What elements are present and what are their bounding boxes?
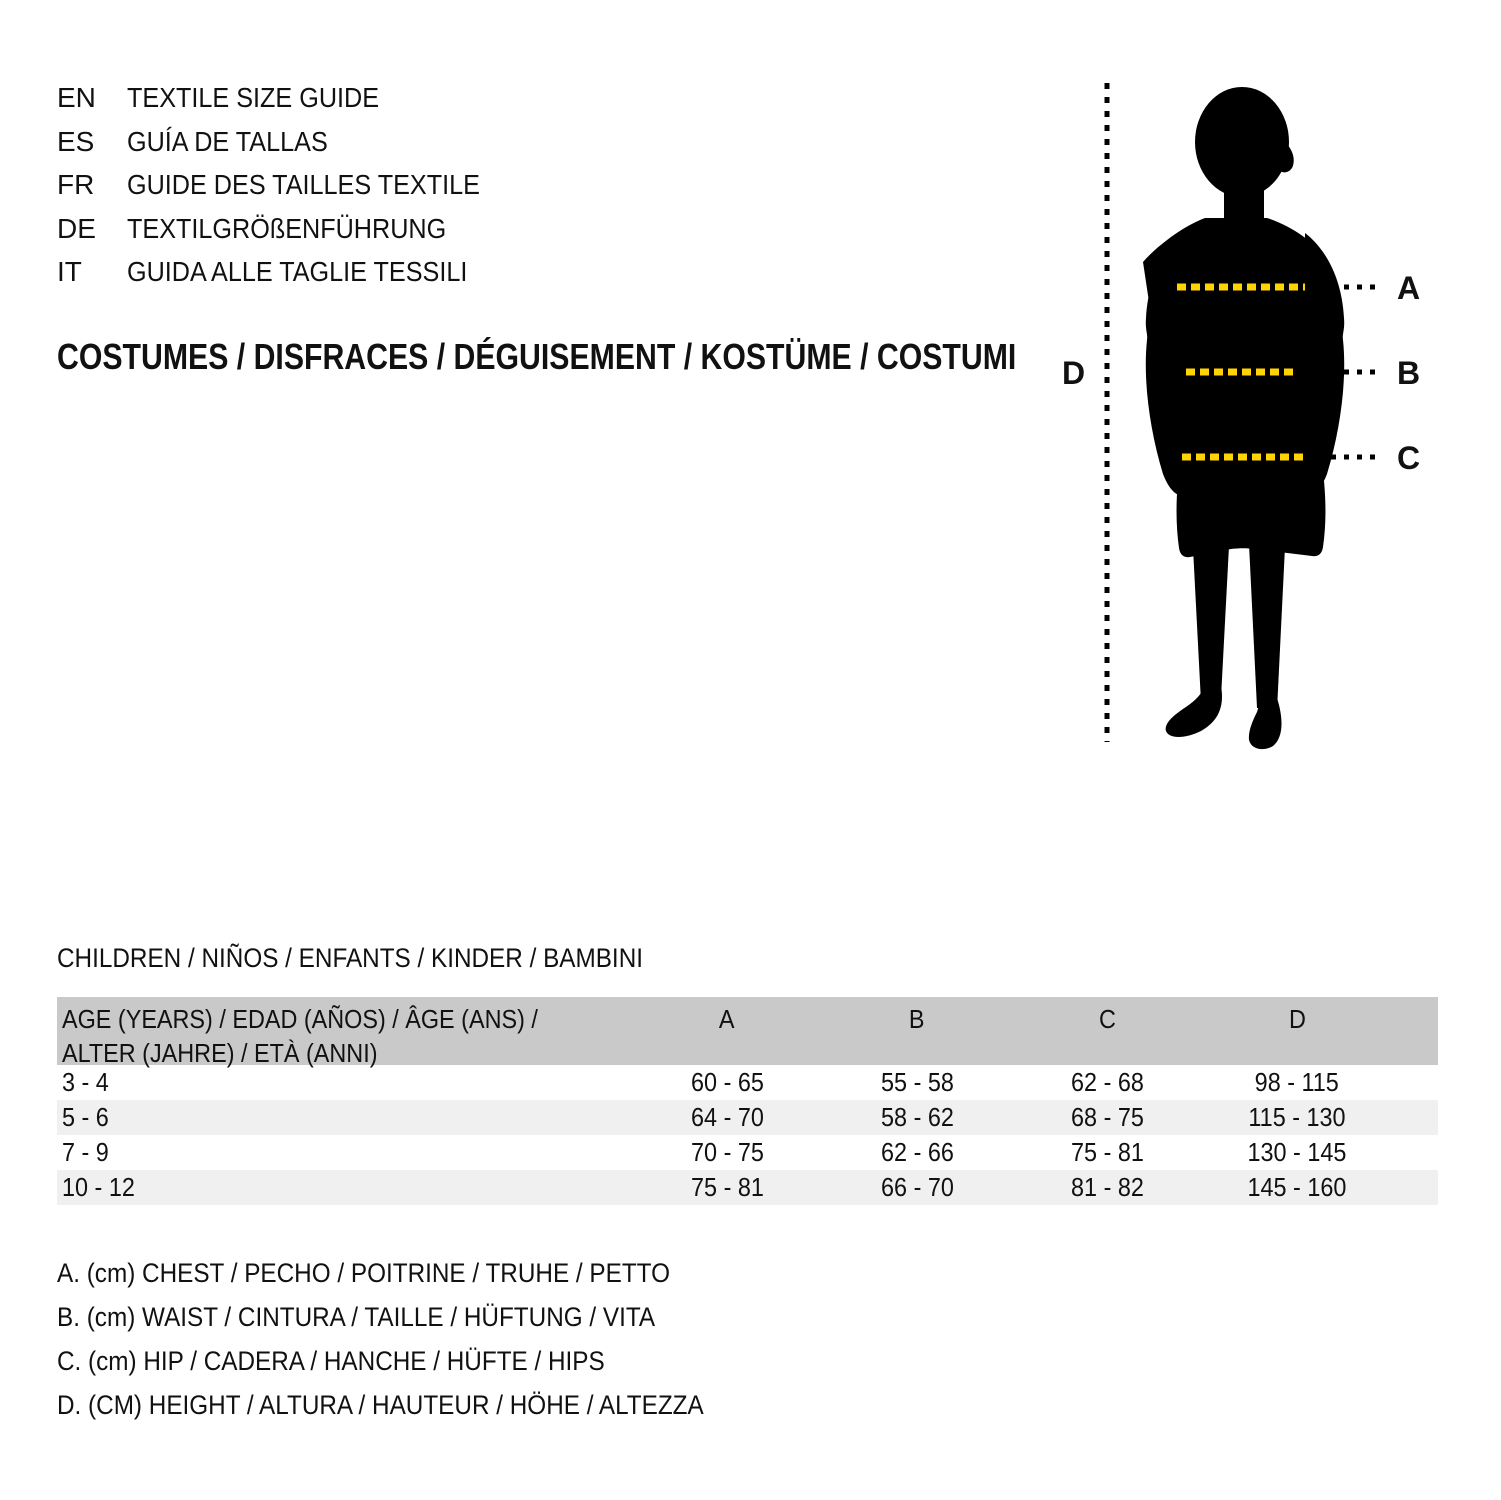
col-header-a: A	[719, 1004, 735, 1034]
age-cell: 3 - 4	[62, 1067, 109, 1097]
language-code: DE	[57, 212, 96, 244]
hip-cell: 81 - 82	[1070, 1172, 1144, 1202]
child-measurement-figure	[1055, 70, 1455, 765]
language-list	[57, 76, 519, 294]
age-header-cell: AGE (YEARS) / EDAD (AÑOS) / ÂGE (ANS) / ALTER (JAHRE) / ETÀ (ANNI)	[62, 1004, 538, 1068]
language-title: TEXTILGRÖßENFÜHRUNG	[127, 212, 447, 244]
table-row	[57, 1135, 1438, 1170]
label-waist: B	[1397, 355, 1421, 391]
measurement-legend	[57, 1251, 776, 1427]
language-title: GUIDA ALLE TAGLIE TESSILI	[127, 256, 468, 287]
height-cell: 115 - 130	[1248, 1102, 1346, 1132]
language-code: FR	[57, 169, 95, 200]
table-row	[57, 1100, 1438, 1135]
category-title: COSTUMES / DISFRACES / DÉGUISEMENT / KOSTÜME / COSTUMI	[57, 336, 1017, 377]
legend-chest: A. (cm) CHEST / PECHO / POITRINE / TRUHE / PETTO	[57, 1258, 670, 1288]
table-header-row	[57, 997, 1438, 1068]
child-silhouette	[1143, 87, 1344, 749]
language-row-de	[57, 207, 519, 251]
language-row-fr	[57, 163, 519, 207]
language-code: ES	[57, 125, 95, 157]
height-cell: 130 - 145	[1247, 1137, 1347, 1167]
language-title: TEXTILE SIZE GUIDE	[127, 82, 380, 113]
language-title: GUÍA DE TALLAS	[127, 125, 328, 157]
waist-cell: 55 - 58	[880, 1067, 954, 1097]
chest-cell: 60 - 65	[690, 1067, 764, 1097]
child-silhouette-diagram	[1055, 70, 1455, 765]
age-cell: 5 - 6	[62, 1102, 109, 1132]
label-hip: C	[1397, 440, 1421, 476]
language-row-es	[57, 120, 519, 164]
height-cell: 98 - 115	[1254, 1067, 1340, 1097]
size-table	[57, 997, 1438, 1205]
language-row-en	[57, 76, 519, 120]
waist-cell: 58 - 62	[880, 1102, 954, 1132]
hip-cell: 75 - 81	[1070, 1137, 1144, 1167]
chest-cell: 64 - 70	[690, 1102, 764, 1132]
table-row	[57, 1170, 1438, 1205]
table-row	[57, 1065, 1438, 1100]
chest-cell: 75 - 81	[690, 1172, 764, 1202]
waist-cell: 66 - 70	[880, 1172, 954, 1202]
legend-height: D. (CM) HEIGHT / ALTURA / HAUTEUR / HÖHE / ALTEZZA	[57, 1390, 704, 1420]
age-cell: 7 - 9	[62, 1137, 109, 1167]
language-title: GUIDE DES TAILLES TEXTILE	[127, 169, 480, 200]
waist-cell: 62 - 66	[880, 1137, 954, 1167]
label-height: D	[1062, 355, 1086, 391]
label-chest: A	[1397, 270, 1421, 306]
col-header-c: C	[1098, 1004, 1116, 1034]
col-header-d: D	[1288, 1004, 1306, 1034]
chest-cell: 70 - 75	[690, 1137, 764, 1167]
hip-cell: 68 - 75	[1070, 1102, 1144, 1132]
legend-waist: B. (cm) WAIST / CINTURA / TAILLE / HÜFTUNG / VITA	[57, 1302, 656, 1332]
col-header-b: B	[909, 1004, 925, 1034]
language-code: IT	[57, 256, 82, 287]
age-cell: 10 - 12	[62, 1172, 135, 1202]
language-code: EN	[57, 82, 96, 113]
height-cell: 145 - 160	[1247, 1172, 1347, 1202]
hip-cell: 62 - 68	[1070, 1067, 1144, 1097]
section-title-children: CHILDREN / NIÑOS / ENFANTS / KINDER / BAMBINI	[57, 943, 643, 973]
legend-hip: C. (cm) HIP / CADERA / HANCHE / HÜFTE / HIPS	[57, 1346, 605, 1376]
language-row-it	[57, 250, 519, 294]
spacer-cell	[1392, 997, 1438, 1002]
